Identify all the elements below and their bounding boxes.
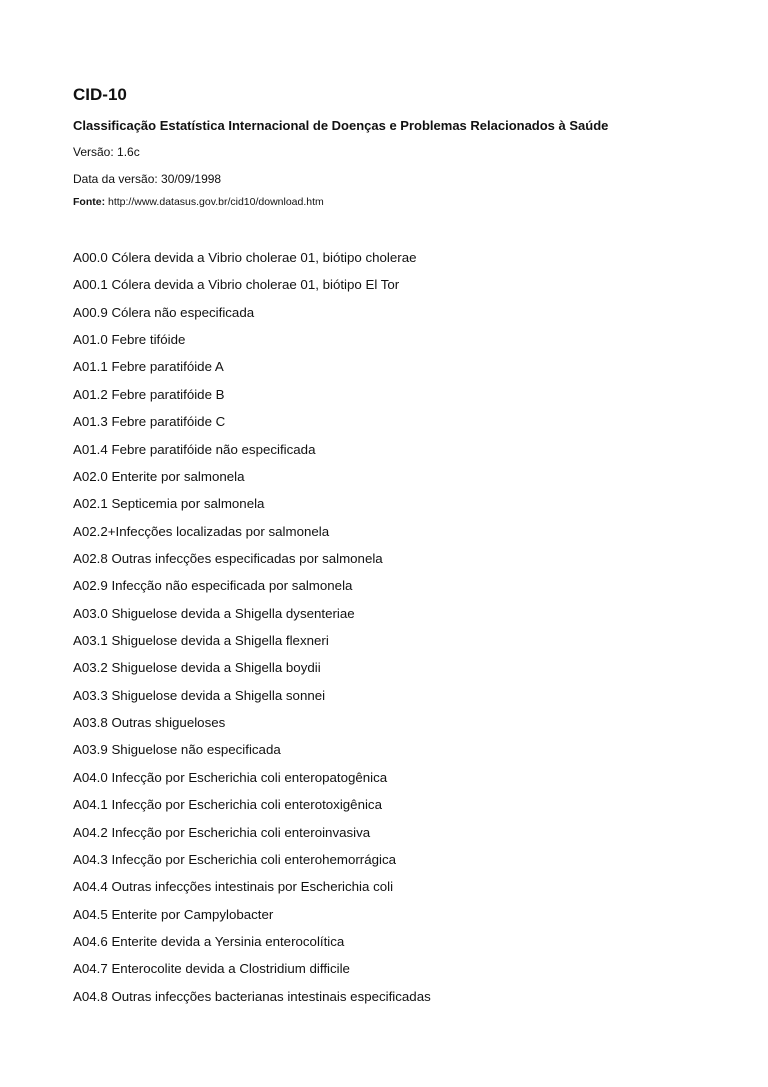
cid-entry: A03.0 Shiguelose devida a Shigella dysenteriae xyxy=(73,605,355,621)
version-date-text: Data da versão: 30/09/1998 xyxy=(73,172,222,186)
document-title: CID-10 xyxy=(73,85,127,104)
cid-entry: A00.0 Cólera devida a Vibrio cholerae 01, biótipo cholerae xyxy=(73,250,417,265)
cid-entry: A03.9 Shiguelose não especificada xyxy=(73,742,281,758)
cid-entry: A00.9 Cólera não especificada xyxy=(73,304,255,320)
cid-entry: A04.0 Infecção por Escherichia coli enteropatogênica xyxy=(73,769,388,785)
cid-entry: A04.4 Outras infecções intestinais por Escherichia coli xyxy=(73,879,394,895)
cid-entry: A01.0 Febre tifóide xyxy=(73,332,186,348)
cid-entry: A02.9 Infecção não especificada por salmonela xyxy=(73,578,353,594)
cid-entry: A04.6 Enterite devida a Yersinia enterocolítica xyxy=(73,933,345,949)
source-label: Fonte: xyxy=(73,196,106,208)
cid-entry: A01.1 Febre paratifóide A xyxy=(73,359,224,375)
cid-entry: A04.7 Enterocolite devida a Clostridium difficile xyxy=(73,961,350,977)
cid-entry: A04.3 Infecção por Escherichia coli enterohemorrágica xyxy=(73,851,396,867)
cid-entry: A03.1 Shiguelose devida a Shigella flexneri xyxy=(73,633,329,649)
cid-entry: A01.3 Febre paratifóide C xyxy=(73,414,226,430)
document-subtitle: Classificação Estatística Internacional de Doenças e Problemas Relacionados à Saúde xyxy=(73,118,609,133)
source-url: http://www.datasus.gov.br/cid10/download.htm xyxy=(108,196,324,208)
cid-entry: A02.8 Outras infecções especificadas por salmonela xyxy=(73,550,383,566)
cid-entry: A04.5 Enterite por Campylobacter xyxy=(73,906,274,922)
cid-entry: A01.4 Febre paratifóide não especificada xyxy=(73,441,316,457)
source-line xyxy=(73,197,324,208)
version-text: Versão: 1.6c xyxy=(73,145,140,159)
cid-entry: A02.1 Septicemia por salmonela xyxy=(73,496,265,512)
cid-entry: A00.1 Cólera devida a Vibrio cholerae 01, biótipo El Tor xyxy=(73,277,400,293)
cid-entry: A04.8 Outras infecções bacterianas intestinais especificadas xyxy=(73,988,431,1004)
cid-entry: A02.0 Enterite por salmonela xyxy=(73,468,245,484)
cid-entry: A03.8 Outras shigueloses xyxy=(73,715,226,731)
cid-entry-list xyxy=(73,250,431,1016)
cid-entry: A02.2+Infecções localizadas por salmonela xyxy=(73,523,330,539)
cid-entry: A03.2 Shiguelose devida a Shigella boydii xyxy=(73,660,321,676)
cid-entry: A01.2 Febre paratifóide B xyxy=(73,386,225,402)
cid-entry: A04.2 Infecção por Escherichia coli enteroinvasiva xyxy=(73,824,371,840)
cid-entry: A04.1 Infecção por Escherichia coli enterotoxigênica xyxy=(73,797,382,813)
cid-entry: A03.3 Shiguelose devida a Shigella sonnei xyxy=(73,687,326,703)
